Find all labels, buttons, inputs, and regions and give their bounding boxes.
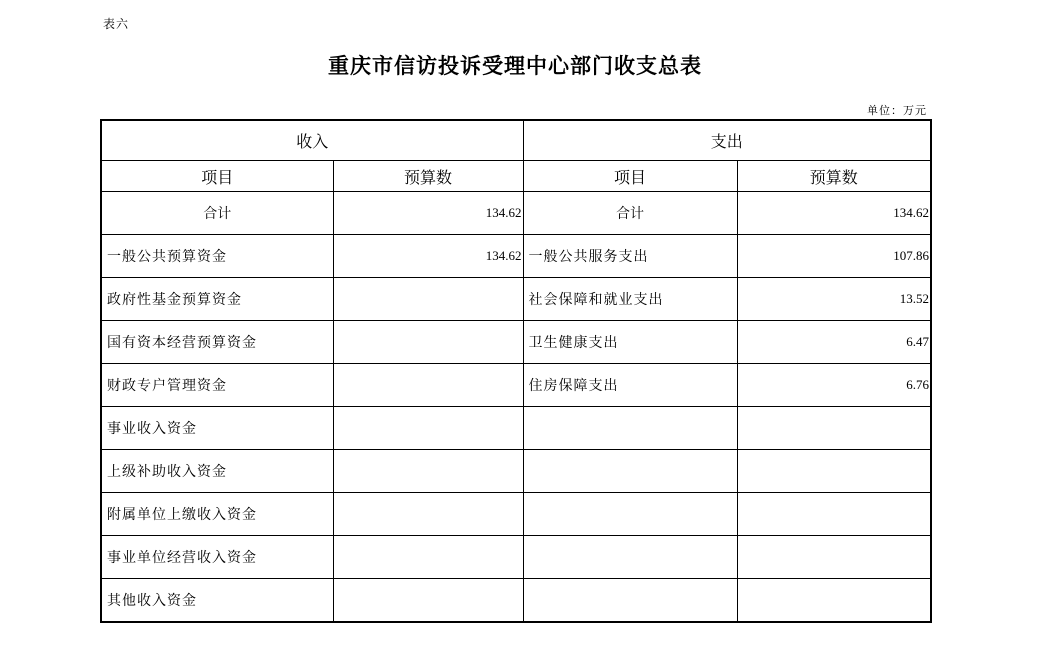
unit-label: 单位：万元	[867, 104, 927, 117]
expense-item-cell: 一般公共服务支出	[523, 235, 737, 278]
income-value-cell	[333, 278, 523, 321]
table-row	[101, 407, 931, 450]
income-item-cell: 财政专户管理资金	[101, 364, 333, 407]
table-row	[101, 579, 931, 623]
income-item-cell: 政府性基金预算资金	[101, 278, 333, 321]
income-total-label: 合计	[101, 192, 333, 235]
income-item-cell: 附属单位上缴收入资金	[101, 493, 333, 536]
income-item-cell: 事业收入资金	[101, 407, 333, 450]
income-value-cell	[333, 579, 523, 623]
expense-item-cell	[523, 579, 737, 623]
income-item-cell: 国有资本经营预算资金	[101, 321, 333, 364]
income-value-cell	[333, 407, 523, 450]
document-title: 重庆市信访投诉受理中心部门收支总表	[328, 54, 702, 78]
income-value-cell	[333, 364, 523, 407]
income-budget-column-header: 预算数	[333, 161, 523, 192]
income-value-cell: 134.62	[333, 235, 523, 278]
table-row	[101, 450, 931, 493]
income-item-cell: 其他收入资金	[101, 579, 333, 623]
income-item-cell: 上级补助收入资金	[101, 450, 333, 493]
expense-item-cell	[523, 493, 737, 536]
table-row	[101, 278, 931, 321]
income-value-cell	[333, 321, 523, 364]
table-row	[101, 321, 931, 364]
expense-value-cell	[737, 407, 931, 450]
expense-value-cell	[737, 493, 931, 536]
expense-item-cell: 社会保障和就业支出	[523, 278, 737, 321]
expense-item-column-header: 项目	[523, 161, 737, 192]
group-header-row	[101, 120, 931, 161]
expense-total-label: 合计	[523, 192, 737, 235]
income-value-cell	[333, 450, 523, 493]
expense-total-value: 134.62	[737, 192, 931, 235]
table-row	[101, 235, 931, 278]
column-header-row	[101, 161, 931, 192]
expense-value-cell	[737, 450, 931, 493]
income-total-value: 134.62	[333, 192, 523, 235]
income-item-column-header: 项目	[101, 161, 333, 192]
table-row	[101, 536, 931, 579]
expense-value-cell: 13.52	[737, 278, 931, 321]
total-row	[101, 192, 931, 235]
expense-item-cell	[523, 450, 737, 493]
expense-item-cell: 卫生健康支出	[523, 321, 737, 364]
expense-value-cell: 6.47	[737, 321, 931, 364]
expense-group-header: 支出	[523, 120, 931, 161]
table-number-label: 表六	[103, 17, 130, 31]
expense-item-cell	[523, 407, 737, 450]
table-row	[101, 493, 931, 536]
income-expense-table	[100, 119, 932, 623]
income-value-cell	[333, 536, 523, 579]
income-value-cell	[333, 493, 523, 536]
income-item-cell: 事业单位经营收入资金	[101, 536, 333, 579]
table-row	[101, 364, 931, 407]
expense-item-cell: 住房保障支出	[523, 364, 737, 407]
expense-value-cell	[737, 579, 931, 623]
income-group-header: 收入	[101, 120, 523, 161]
expense-value-cell	[737, 536, 931, 579]
income-item-cell: 一般公共预算资金	[101, 235, 333, 278]
expense-item-cell	[523, 536, 737, 579]
expense-budget-column-header: 预算数	[737, 161, 931, 192]
expense-value-cell: 6.76	[737, 364, 931, 407]
expense-value-cell: 107.86	[737, 235, 931, 278]
